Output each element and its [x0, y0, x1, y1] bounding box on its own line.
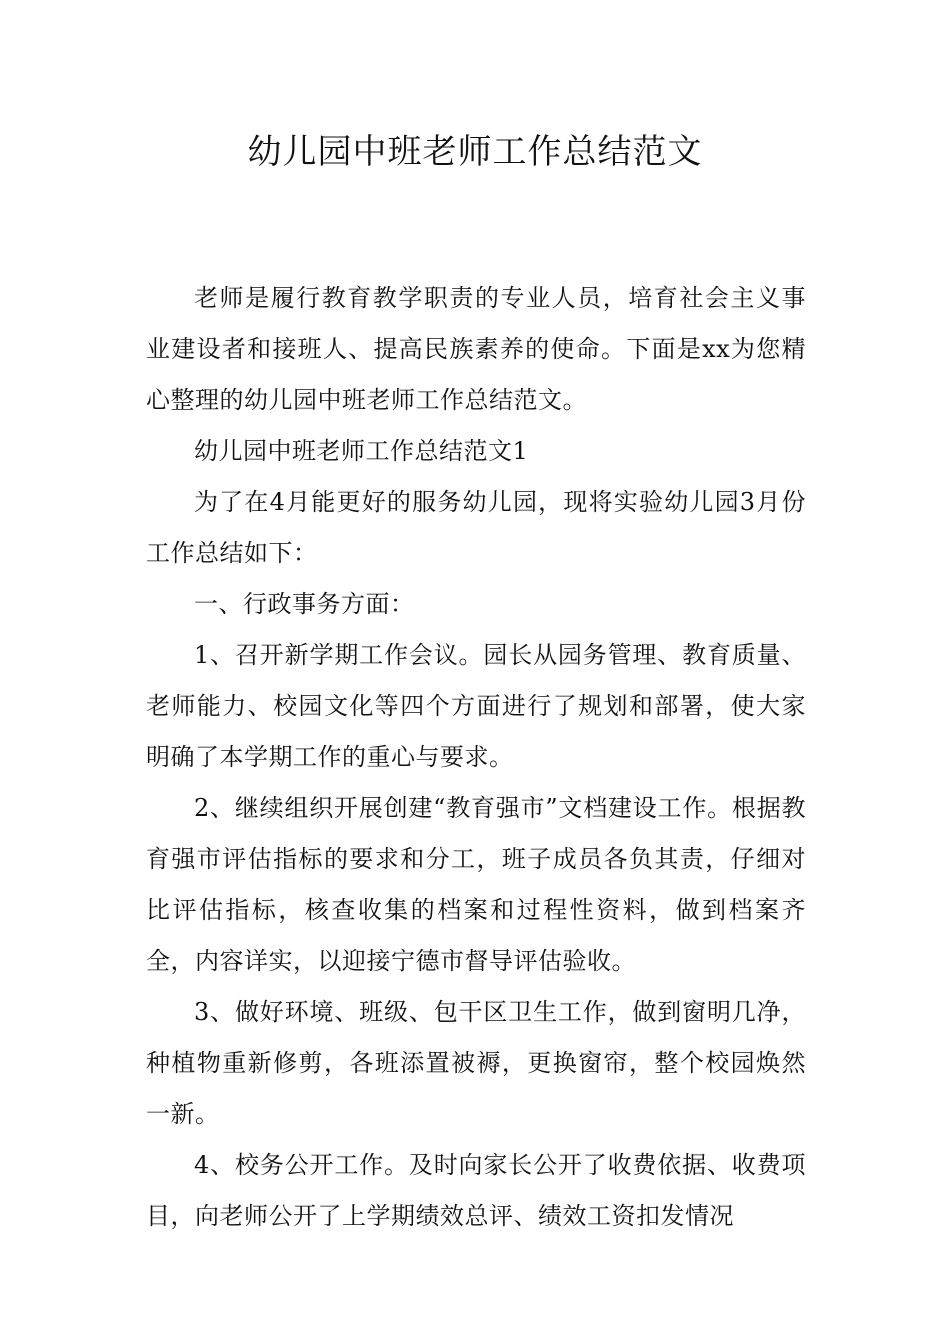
section-heading: 幼儿园中班老师工作总结范文1: [194, 437, 529, 465]
list-item-2: 2、继续组织开展创建“教育强市”文档建设工作。根据教育强市评估指标的要求和分工，班子成员各负其责，仔细对比评估指标，核查收集的档案和过程性资料，做到档案齐全，内容详实，以迎接宁德市督导评估验收。: [146, 794, 806, 975]
subsection-heading: 一、行政事务方面：: [194, 590, 415, 618]
list-item-1: 1、召开新学期工作会议。园长从园务管理、教育质量、老师能力、校园文化等四个方面进行了规划和部署，使大家明确了本学期工作的重心与要求。: [146, 641, 806, 771]
document-body: [146, 273, 806, 1242]
list-item-4: 4、校务公开工作。及时向家长公开了收费依据、收费项目，向老师公开了上学期绩效总评、绩效工资扣发情况: [146, 1151, 806, 1230]
list-item-3: 3、做好环境、班级、包干区卫生工作，做到窗明几净，种植物重新修剪，各班添置被褥，更换窗帘，整个校园焕然一新。: [146, 998, 806, 1128]
intro-paragraph: 老师是履行教育教学职责的专业人员，培育社会主义事业建设者和接班人、提高民族素养的使命。下面是xx为您精心整理的幼儿园中班老师工作总结范文。: [146, 284, 806, 414]
summary-intro-paragraph: 为了在4月能更好的服务幼儿园，现将实验幼儿园3月份工作总结如下：: [146, 488, 806, 567]
document-title: 幼儿园中班老师工作总结范文: [247, 132, 703, 172]
